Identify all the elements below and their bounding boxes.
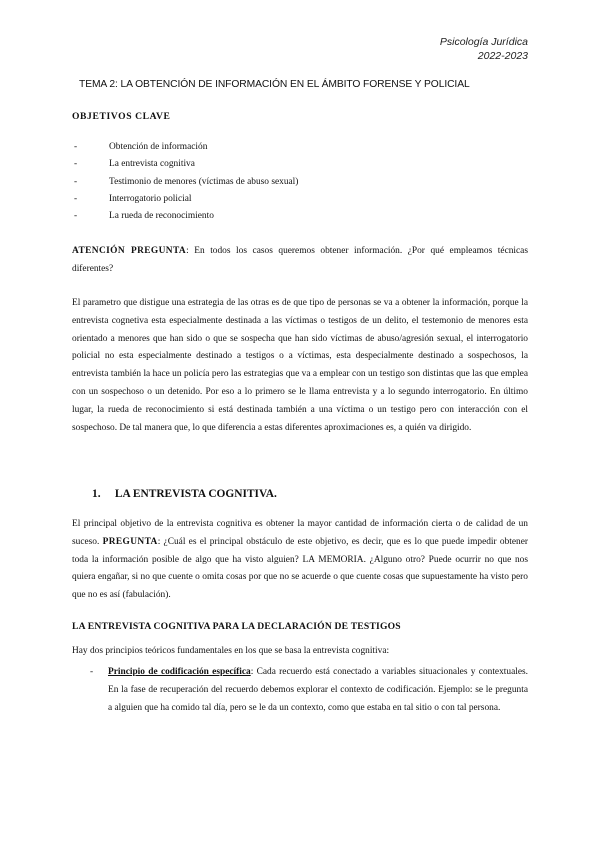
question-text: : En todos los casos queremos obtener información. ¿Por qué empleamos técnicas diferentes? [72,246,528,274]
subsection-heading: LA ENTREVISTA COGNITIVA PARA LA DECLARACIÓN DE TESTIGOS [72,621,401,632]
section-title: LA ENTREVISTA COGNITIVA. [114,488,277,500]
academic-year: 2022-2023 [477,50,528,62]
answer-paragraph: El parametro que distigue una estrategia de las otras es de que tipo de personas se va a obtener la información, porque la entrevista cognetiva esta especialmente destinada a las víctimas o testigos de un delito, el testemonio de menores esta orientado a menores que han sido o que se sospecha que han sido víctimas de abuso/agresión sexual, el interrogatorio policial no esta especialmente destinado a testigos o a víctimas, esta despecialmente destinado a sospechosos, la entrevista también la hace un policía pero las estrategias que va a emplear con un testigo son distintas que las que emplea con un sospechoso o un detenido. Por eso a lo primero se le llama entrevista y a lo segundo interrogatorio. En último lugar, la rueda de reconocimiento si está destinada también a una víctima o un testigo pero con interacción con el sospechoso. De tal manera que, lo que diferencia a estas diferentes aproximaciones es, a quién va dirigido. [72,298,528,433]
principle-text [108,664,528,717]
question-label: PREGUNTA [102,536,158,547]
list-item: - Interrogatorio policial [72,191,298,208]
list-item: - Obtención de información [72,139,298,156]
course-name: Psicología Jurídica [439,36,528,48]
principle-description: : Cada recuerdo está conectado a variables situacionales y contextuales. En la fase de recuperación del recuerdo debemos explorar el contexto de codificación. Ejemplo: se le pregunta a alguien que ha comido tal día, pero se le da un contexto, como que estaba en tal sitio o con tal persona. [108,667,528,713]
section-heading [72,488,277,500]
principle-item [90,664,528,717]
question-label: ATENCIÓN PREGUNTA [72,246,187,256]
question-paragraph [72,243,528,279]
principle-title: Principio de codificación específica [108,667,251,677]
section-intro-paragraph [72,516,528,605]
page-header [440,35,528,63]
principles-intro: Hay dos principios teóricos fundamentales en los que se basa la entrevista cognitiva: [72,646,390,656]
list-item: - La rueda de reconocimiento [72,208,298,225]
document-title: TEMA 2: LA OBTENCIÓN DE INFORMACIÓN EN EL ÁMBITO FORENSE Y POLICIAL [79,79,470,90]
list-item: - La entrevista cognitiva [72,156,298,173]
paragraph-text: El principal objetivo de la entrevista cognitiva es obtener la mayor cantidad de información cierta o de calidad de un suceso. [72,519,528,547]
objectives-list [72,139,298,225]
paragraph-text: : ¿Cuál es el principal obstáculo de este objetivo, es decir, que es lo que puede impedir obtener toda la información posible de algo que ha visto alguien? LA MEMORIA. ¿Alguno otro? Puede ocurrir no que nos quiera engañar, si no que cuente o omita cosas por que no se acuerde o que cuente cosas que supuestamente ha visto pero que no es así (fabulación). [72,536,528,601]
section-number: 1. [92,488,101,500]
objectives-heading: OBJETIVOS CLAVE [72,111,171,122]
bullet-dash: - [90,667,94,677]
list-item: - Testimonio de menores (víctimas de abuso sexual) [72,174,298,191]
